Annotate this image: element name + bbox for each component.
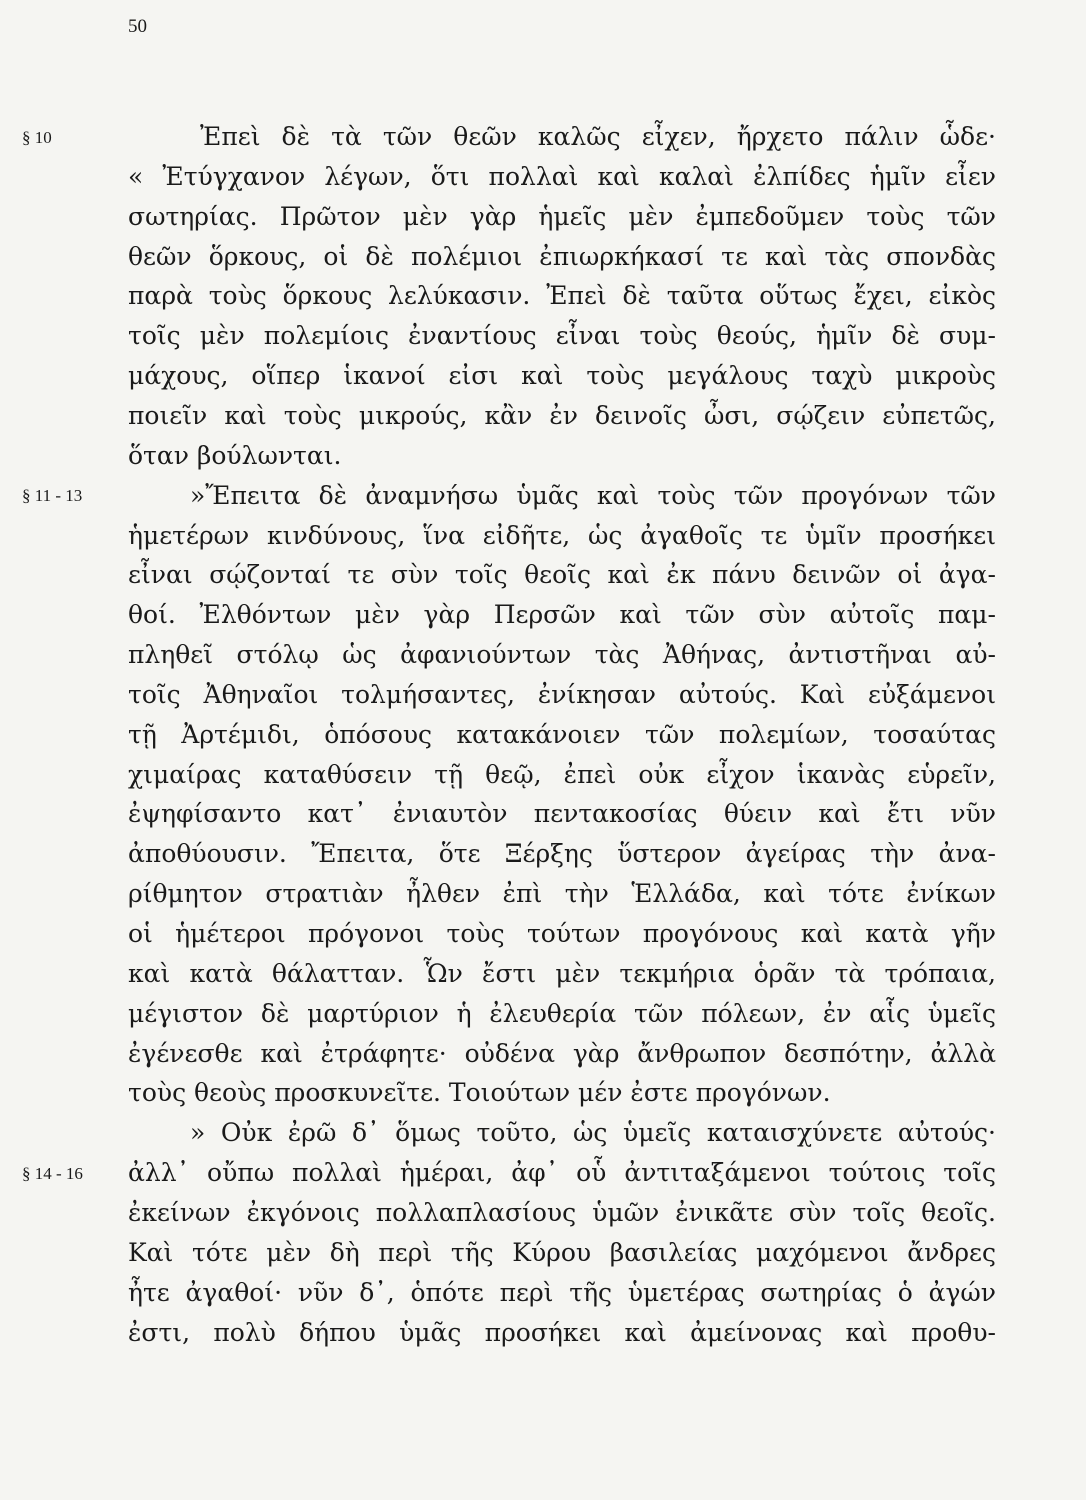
text-line: καὶ κατὰ θάλατταν. Ὧν ἔστι μὲν τεκμήρια ὁρᾶν τὰ τρόπαια, [128,958,996,988]
text-line: τῇ Ἀρτέμιδι, ὁπόσους κατακάνοιεν τῶν πολεμίων, τοσαύτας [128,719,996,749]
text-line: »Ἔπειτα δὲ ἀναμνήσω ὑμᾶς καὶ τοὺς τῶν προγόνων τῶν [190,480,996,510]
text-line: ἐψηφίσαντο κατ᾽ ἐνιαυτὸν πεντακοσίας θύειν καὶ ἔτι νῦν [128,799,996,829]
text-line: παρὰ τοὺς ὅρκους λελύκασιν. Ἐπεὶ δὲ ταῦτα οὕτως ἔχει, εἰκὸς [128,281,996,311]
text-line: ἀποθύουσιν. Ἔπειτα, ὅτε Ξέρξης ὕστερον ἀγείρας τὴν ἀνα- [128,839,996,869]
text-line: Ἐπεὶ δὲ τὰ τῶν θεῶν καλῶς εἶχεν, ἤρχετο πάλιν ὧδε· [200,122,996,151]
text-line: ἀλλ᾽ οὔπω πολλαὶ ἡμέραι, ἀφ᾽ οὗ ἀντιταξάμενοι τούτοις τοῖς [128,1158,996,1188]
text-line: χιμαίρας καταθύσειν τῇ θεῷ, ἐπεὶ οὐκ εἶχον ἱκανὰς εὑρεῖν, [128,759,996,789]
text-line: πληθεῖ στόλῳ ὡς ἀφανιούντων τὰς Ἀθήνας, ἀντιστῆναι αὐ- [128,640,996,670]
text-line: ὅταν βούλωνται. [128,440,342,470]
text-line: ἐστι, πολὺ δήπου ὑμᾶς προσήκει καὶ ἀμείνονας καὶ προθυ- [128,1317,996,1347]
text-line: μάχους, οἵπερ ἱκανοί εἰσι καὶ τοὺς μεγάλους ταχὺ μικροὺς [128,361,996,391]
text-line: » Οὐκ ἐρῶ δ᾽ ὅμως τοῦτο, ὡς ὑμεῖς καταισχύνετε αὐτούς· [190,1118,996,1148]
text-line: θοί. Ἐλθόντων μὲν γὰρ Περσῶν καὶ τῶν σὺν αὐτοῖς παμ- [128,600,996,630]
section-marker-11-13: § 11 - 13 [22,486,83,505]
section-marker-14-16: § 14 - 16 [22,1164,83,1183]
text-line: ἦτε ἀγαθοί· νῦν δ᾽, ὁπότε περὶ τῆς ὑμετέρας σωτηρίας ὁ ἀγών [128,1277,996,1307]
text-line: τοῖς Ἀθηναῖοι τολμήσαντες, ἐνίκησαν αὐτούς. Καὶ εὐξάμενοι [128,679,996,709]
text-line: Καὶ τότε μὲν δὴ περὶ τῆς Κύρου βασιλείας μαχόμενοι ἄνδρες [128,1237,996,1267]
text-line: ἡμετέρων κινδύνους, ἵνα εἰδῆτε, ὡς ἀγαθοῖς τε ὑμῖν προσήκει [128,520,996,550]
text-line: μέγιστον δὲ μαρτύριον ἡ ἐλευθερία τῶν πόλεων, ἐν αἷς ὑμεῖς [128,998,996,1028]
text-line: ἐγένεσθε καὶ ἐτράφητε· οὐδένα γὰρ ἄνθρωπον δεσπότην, ἀλλὰ [128,1038,996,1068]
text-line: θεῶν ὅρκους, οἱ δὲ πολέμιοι ἐπιωρκήκασί τε καὶ τὰς σπονδὰς [128,241,996,271]
text-line: τοῖς μὲν πολεμίοις ἐναντίους εἶναι τοὺς θεούς, ἡμῖν δὲ συμ- [128,321,996,351]
text-line: εἶναι σῴζονταί τε σὺν τοῖς θεοῖς καὶ ἐκ πάνυ δεινῶν οἱ ἀγα- [128,560,996,590]
page-number: 50 [128,16,147,37]
text-line: ρίθμητον στρατιὰν ἦλθεν ἐπὶ τὴν Ἑλλάδα, καὶ τότε ἐνίκων [128,879,996,909]
section-marker-10: § 10 [22,128,52,147]
text-line: ἐκείνων ἐκγόνοις πολλαπλασίους ὑμῶν ἐνικᾶτε σὺν τοῖς θεοῖς. [128,1197,996,1227]
text-line: τοὺς θεοὺς προσκυνεῖτε. Τοιούτων μέν ἐστε προγόνων. [128,1078,831,1108]
text-line: σωτηρίας. Πρῶτον μὲν γὰρ ἡμεῖς μὲν ἐμπεδοῦμεν τοὺς τῶν [128,201,996,231]
text-line: οἱ ἡμέτεροι πρόγονοι τοὺς τούτων προγόνους καὶ κατὰ γῆν [128,919,996,948]
text-line: ποιεῖν καὶ τοὺς μικρούς, κἂν ἐν δεινοῖς ὦσι, σῴζειν εὐπετῶς, [128,400,996,430]
text-line: « Ἐτύγχανον λέγων, ὅτι πολλαὶ καὶ καλαὶ ἐλπίδες ἡμῖν εἶεν [128,161,996,191]
